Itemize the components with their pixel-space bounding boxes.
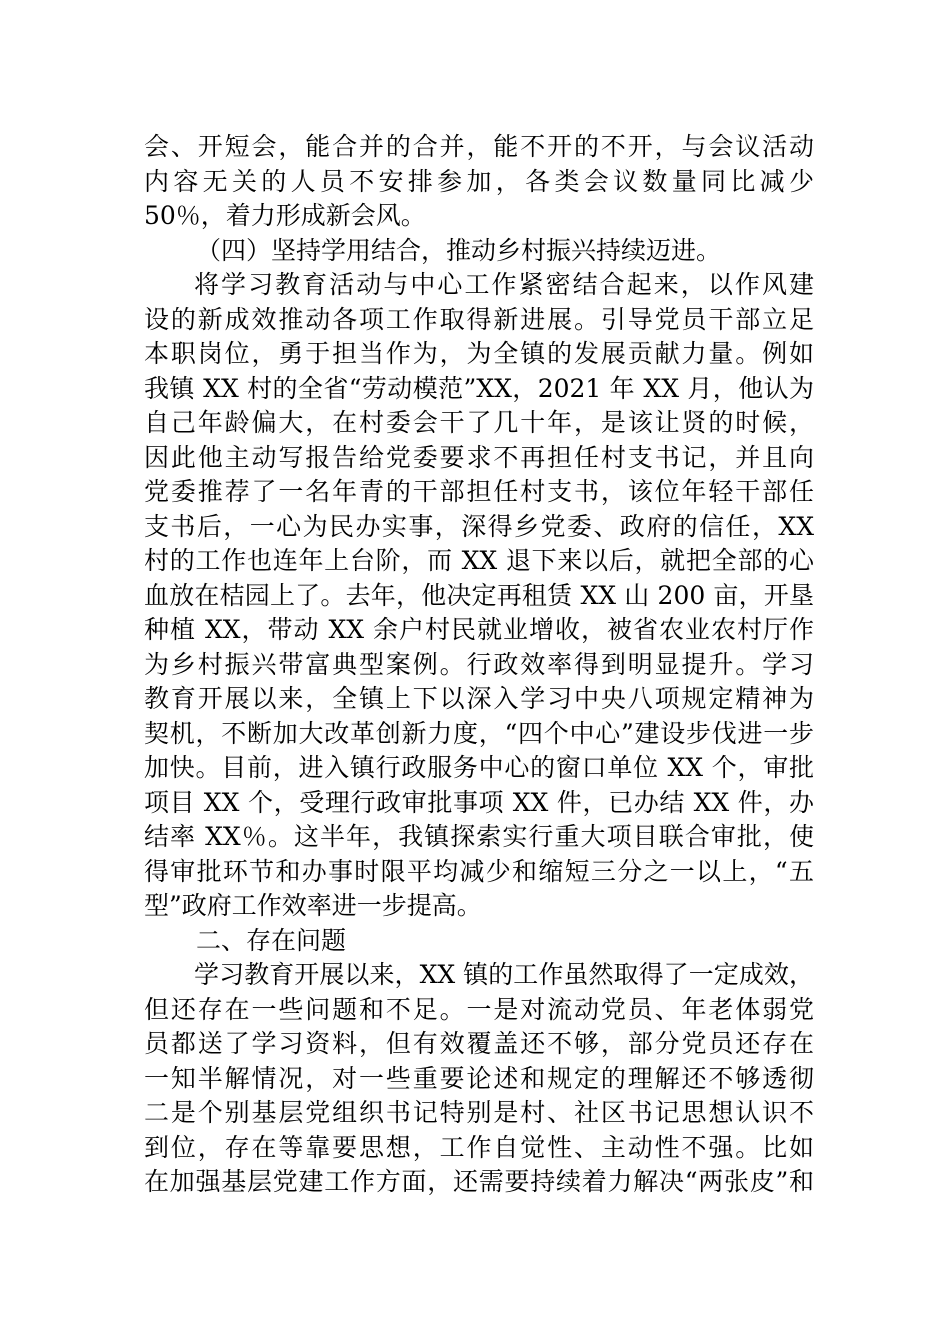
- section-heading: （四）坚持学用结合，推动乡村振兴持续迈进。: [196, 235, 722, 265]
- text-line: 但还存在一些问题和不足。一是对流动党员、年老体弱党: [144, 994, 814, 1024]
- section-heading: 二、存在问题: [196, 925, 347, 955]
- text-line: 我镇 XX 村的全省“劳动模范”XX，2021 年 XX 月，他认为: [144, 373, 814, 403]
- text-line: 50％，着力形成新会风。: [144, 201, 426, 230]
- text-line: 支书后，一心为民办实事，深得乡党委、政府的信任，XX: [144, 511, 814, 541]
- paragraph-first-line: 学习教育开展以来，XX 镇的工作虽然取得了一定成效，: [194, 960, 814, 989]
- text-line: 型”政府工作效率进一步提高。: [144, 891, 482, 920]
- text-line: 种植 XX，带动 XX 余户村民就业增收，被省农业农村厅作: [144, 615, 814, 644]
- text-line: 会、开短会，能合并的合并，能不开的不开，与会议活动: [144, 132, 814, 161]
- text-line: 项目 XX 个，受理行政审批事项 XX 件，已办结 XX 件，办: [144, 787, 814, 817]
- text-line: 到位，存在等靠要思想，工作自觉性、主动性不强。比如: [144, 1132, 814, 1162]
- text-line: 因此他主动写报告给党委要求不再担任村支书记，并且向: [144, 442, 814, 472]
- text-line: 党委推荐了一名年青的干部担任村支书，该位年轻干部任: [144, 477, 814, 506]
- document-body: [144, 130, 814, 1200]
- text-line: 设的新成效推动各项工作取得新进展。引导党员干部立足: [144, 304, 814, 334]
- text-line: 员都送了学习资料，但有效覆盖还不够，部分党员还存在: [144, 1029, 814, 1058]
- text-line: 为乡村振兴带富典型案例。行政效率得到明显提升。学习: [144, 649, 814, 679]
- text-line: 教育开展以来，全镇上下以深入学习中央八项规定精神为: [144, 684, 814, 713]
- text-line: 结率 XX％。这半年，我镇探索实行重大项目联合审批，使: [144, 822, 814, 851]
- text-line: 加快。目前，进入镇行政服务中心的窗口单位 XX 个，审批: [144, 753, 814, 782]
- text-line: 自己年龄偏大，在村委会干了几十年，是该让贤的时候，: [144, 408, 814, 437]
- text-line: 一知半解情况，对一些重要论述和规定的理解还不够透彻: [144, 1063, 814, 1093]
- text-line: 本职岗位，勇于担当作为，为全镇的发展贡献力量。例如: [144, 339, 814, 368]
- text-line: 村的工作也连年上台阶，而 XX 退下来以后，就把全部的心: [144, 546, 814, 575]
- paragraph-first-line: 将学习教育活动与中心工作紧密结合起来，以作风建: [194, 270, 814, 299]
- text-line: 在加强基层党建工作方面，还需要持续着力解决“两张皮”和: [144, 1167, 814, 1196]
- text-line: 血放在桔园上了。去年，他决定再租赁 XX 山 200 亩，开垦: [144, 580, 814, 610]
- text-line: 契机，不断加大改革创新力度，“四个中心”建设步伐进一步: [144, 718, 814, 748]
- text-line: 二是个别基层党组织书记特别是村、社区书记思想认识不: [144, 1098, 814, 1127]
- text-line: 得审批环节和办事时限平均减少和缩短三分之一以上，“五: [144, 856, 814, 886]
- text-line: 内容无关的人员不安排参加，各类会议数量同比减少: [144, 166, 814, 196]
